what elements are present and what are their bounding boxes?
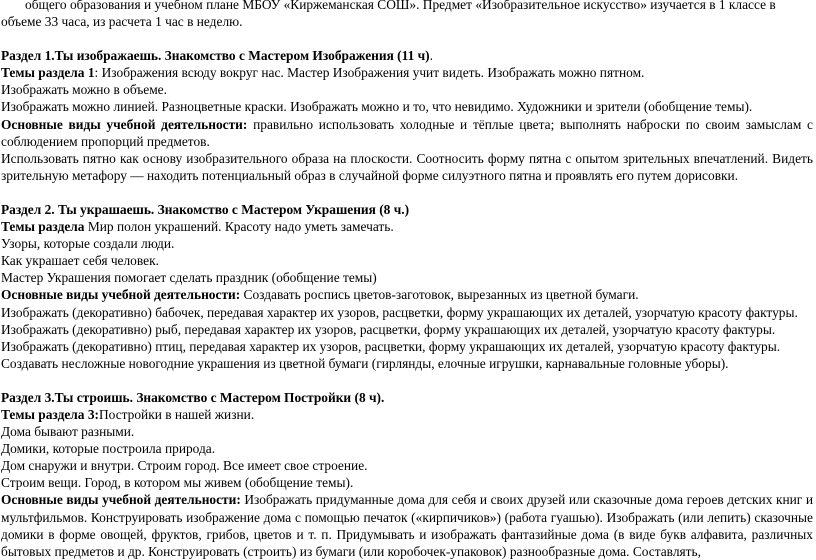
section-1-activities (0, 116, 813, 150)
section-2-title (0, 201, 816, 218)
section-2-themes-label: Темы раздела (1, 219, 85, 235)
section-2-line-8: Изображать (декоративно) птиц, передавая характер их узоров, расцветки, форму украшающих их деталей, узорчатую красоту фактуры. (1, 338, 781, 354)
spacer (0, 184, 816, 201)
section-3-line-2: Дома бывают разными. (1, 424, 135, 440)
section-1-activities-label: Основные виды учебной деятельности: (1, 116, 248, 132)
section-2-title-text: Раздел 2. Ты украшаешь. Знакомство с Мастером Украшения (8 ч.) (1, 201, 410, 217)
section-2-activities-text: Создавать роспись цветов-заготовок, вырезанных из цветной бумаги. (240, 287, 639, 303)
section-1-title-end: . (429, 48, 433, 64)
section-3-themes-label: Темы раздела 3: (1, 406, 99, 422)
section-1-line-3: Изображать можно линией. Разноцветные краски. Изображать можно и то, что невидимо. Художники и зрители (обобщение темы). (1, 99, 753, 115)
section-3-activities-text: Изображать придуманные дома для себя и своих друзей или сказочные дома героев детских книг и мультфильмов. Конструировать изображение дома с помощью печаток («кирпичиков») (работа гуашью). Изображать (или лепить) сказочные домики в форме овощей, фруктов, грибов, цветов и т. п. Придумывать и изображать фантазийные дома (в виде букв алфавита, различных бытовых предметов и др. Конструировать (строить) из бумаги (или коробочек-упаковок) разнообразные дома. Составлять, (1, 492, 813, 559)
section-2-line-9: Создавать несложные новогодние украшения из цветной бумаги (гирлянды, елочные игрушки, карнавальные головные уборы). (1, 355, 729, 371)
section-1-title-text: Раздел 1.Ты изображаешь. Знакомство с Мастером Изображения (11 ч) (1, 48, 430, 64)
section-2-line-4: Мастер Украшения помогает сделать праздник (обобщение темы) (1, 270, 377, 286)
section-3-activities (0, 491, 813, 559)
section-2-themes-text: Мир полон украшений. Красоту надо уметь замечать. (84, 219, 394, 235)
section-3-line-5: Строим вещи. Город, в котором мы живем (обобщение темы). (1, 475, 354, 491)
section-2-line-2: Узоры, которые создали люди. (1, 236, 175, 252)
section-3-line-3: Домики, которые построила природа. (1, 441, 216, 457)
section-1-themes-label: Темы раздела 1 (1, 65, 95, 81)
spacer (0, 372, 816, 389)
section-1-line-6: Использовать пятно как основу изобразительного образа на плоскости. Соотносить форму пятна с опытом зрительных впечатлений. Видеть зрительную метафору — находить потенциальный образ в случайной форме силуэтного пятна и проявлять его путем дорисовки. (1, 150, 813, 183)
intro-line-2: объеме 33 часа, из расчета 1 час в неделю. (1, 14, 243, 30)
section-3-activities-label: Основные виды учебной деятельности: (1, 492, 241, 508)
intro-line-1: общего образования и учебном плане МБОУ «Киржеманская СОШ». Предмет «Изобразительное искусство» изучается в 1 классе в (25, 0, 776, 12)
section-1-title (0, 47, 816, 64)
section-1-line-2: Изображать можно в объеме. (1, 82, 167, 98)
section-3-title-text: Раздел 3.Ты строишь. Знакомство с Мастером Постройки (8 ч). (1, 389, 385, 405)
section-3-title (0, 389, 816, 406)
section-3-line-4: Дом снаружи и внутри. Строим город. Все имеет свое строение. (1, 458, 368, 474)
section-3-themes-text: Постройки в нашей жизни. (99, 406, 255, 422)
section-1-activities-text: правильно использовать холодные и тёплые цвета; выполнять наброски по своим замыслам с соблюдением пропорций предметов. (1, 116, 813, 149)
section-3-themes (0, 406, 816, 423)
section-2-line-7: Изображать (декоративно) рыб, передавая характер их узоров, расцветки, форму украшающих их деталей, узорчатую красоту фактуры. (1, 321, 776, 337)
section-2-activities-label: Основные виды учебной деятельности: (1, 287, 241, 303)
section-2-themes (0, 218, 816, 235)
section-1-themes-text: : Изображения всюду вокруг нас. Мастер Изображения учит видеть. Изображать можно пятном. (94, 65, 645, 81)
section-2-line-3: Как украшает себя человек. (1, 253, 159, 269)
section-2-line-6: Изображать (декоративно) бабочек, передавая характер их узоров, расцветки, форму украшающих их деталей, узорчатую красоту фактуры. (1, 304, 798, 320)
section-2-activities (0, 286, 816, 303)
section-1-themes (0, 64, 816, 81)
spacer (0, 30, 816, 47)
